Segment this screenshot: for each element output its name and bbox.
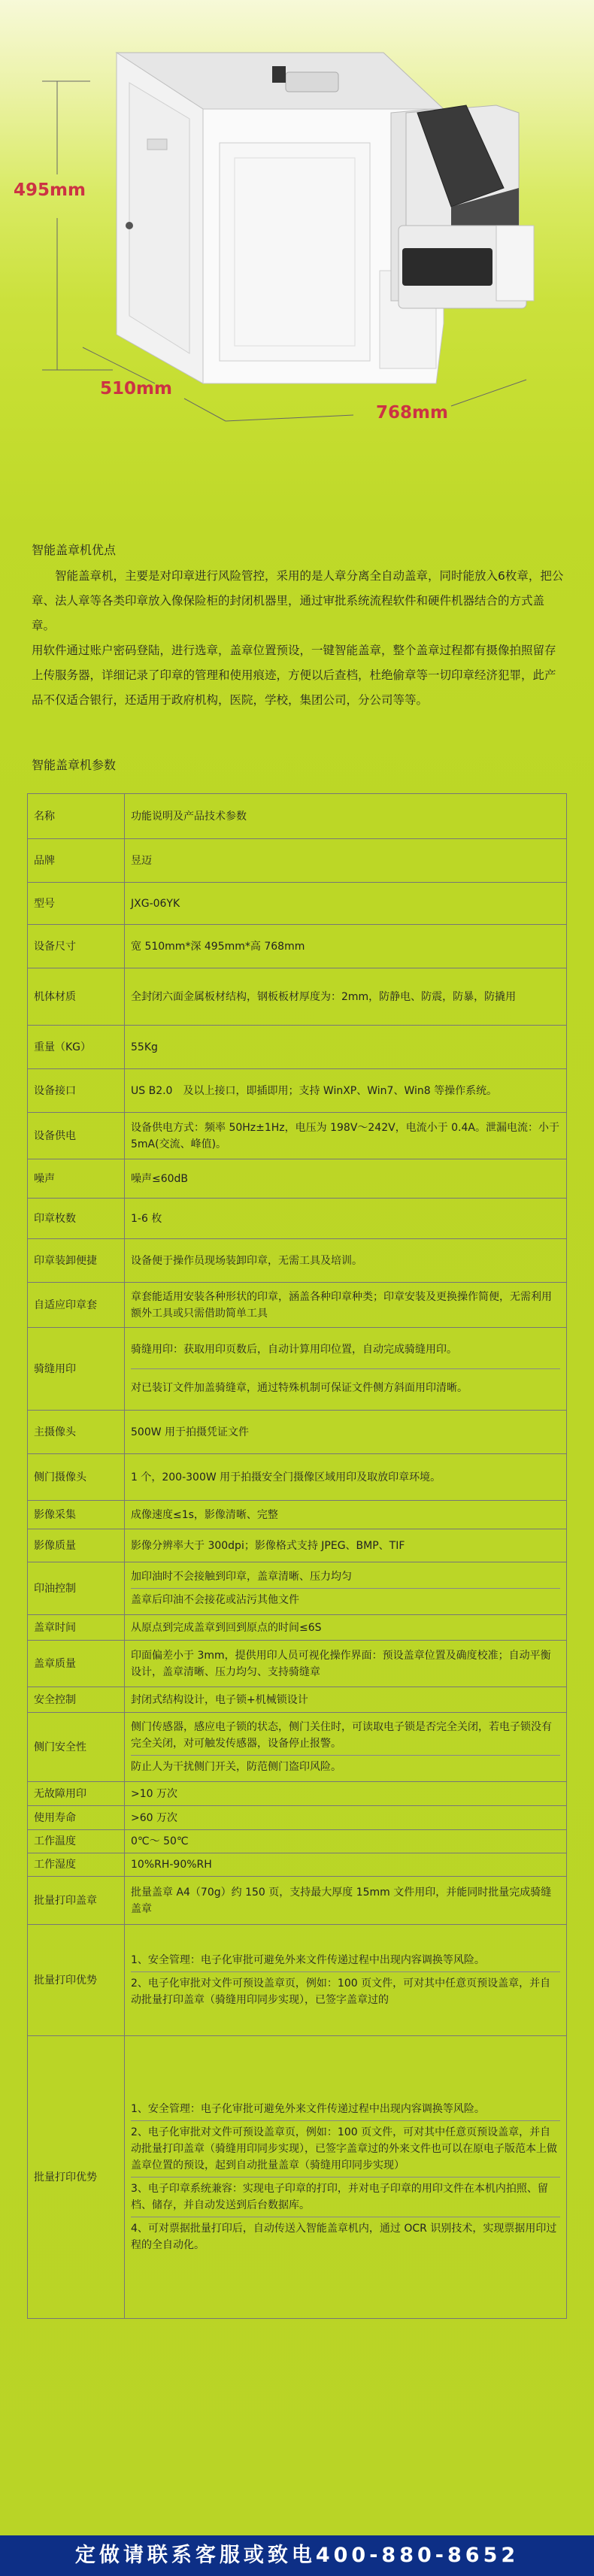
table-row [28,1782,567,1806]
row-value: 0℃～ 50℃ [125,1830,567,1853]
row-key: 批量打印优势 [28,1925,125,2036]
row-key: 印油控制 [28,1562,125,1615]
row-key: 盖章质量 [28,1641,125,1687]
row-key: 安全控制 [28,1687,125,1713]
row-value-line: 侧门传感器，感应电子锁的状态，侧门关住时，可读取电子锁是否完全关闭，若电子锁没有完全关闭，对可触发传感器，设备停止报警。 [131,1721,552,1750]
height-dimension-label: 495mm [14,180,86,200]
row-value: 影像分辨率大于 300dpi；影像格式支持 JPEG、BMP、TIF [125,1529,567,1562]
row-key: 设备接口 [28,1069,125,1113]
advantages-title: 智能盖章机优点 [32,543,117,557]
row-value: 设备便于操作员现场装卸印章，无需工具及培训。 [125,1239,567,1283]
table-row [28,1615,567,1641]
table-row [28,1641,567,1687]
table-header-key: 名称 [28,794,125,839]
row-value-line: 4、可对票据批量打印后，自动传送入智能盖章机内，通过 OCR 识别技术，实现票据用印过程的全自动化。 [131,2217,560,2256]
row-value: 成像速度≤1s，影像清晰、完整 [125,1501,567,1529]
row-value-line: 2、电子化审批对文件可预设盖章页，例如：100 页文件，可对其中任意页预设盖章，并自动批量打印盖章（骑缝用印同步实现），已签字盖章过的 [131,1971,560,2011]
row-value: 1 个，200-300W 用于拍摄安全门摄像区域用印及取放印章环境。 [125,1454,567,1501]
row-value: US B2.0 及以上接口，即插即用；支持 WinXP、Win7、Win8 等操作系统。 [125,1069,567,1113]
table-row [28,1328,567,1411]
width-dimension-label: 768mm [376,403,448,423]
table-row [28,1411,567,1454]
table-row [28,968,567,1026]
depth-dimension-label: 510mm [100,379,172,399]
table-row [28,1283,567,1328]
row-key: 侧门摄像头 [28,1454,125,1501]
product-image [0,0,594,481]
row-key: 重量（KG） [28,1026,125,1069]
row-key: 批量打印优势 [28,2036,125,2319]
seal-machine-illustration [0,0,594,481]
row-value-line: 3、电子印章系统兼容：实现电子印章的打印，并对电子印章的用印文件在本机内拍照、留档、储存，并自动发送到后台数据库。 [131,2177,560,2217]
row-value-line: 防止人为干扰侧门开关，防范侧门盗印风险。 [131,1755,560,1778]
table-header-row [28,794,567,839]
table-row [28,2036,567,2319]
row-value-line: 对已装订文件加盖骑缝章，通过特殊机制可保证文件侧方斜面用印清晰。 [131,1368,560,1407]
row-key: 工作湿度 [28,1853,125,1877]
row-value: 封闭式结构设计，电子锁+机械锁设计 [125,1687,567,1713]
row-value: 章套能适用安装各种形状的印章，涵盖各种印章种类；印章安装及更换操作简便，无需利用额外工具或只需借助简单工具 [125,1283,567,1328]
table-row [28,1806,567,1830]
row-key: 批量打印盖章 [28,1877,125,1925]
table-row [28,839,567,883]
table-row [28,1877,567,1925]
row-value-line: 2、电子化审批对文件可预设盖章页，例如：100 页文件，可对其中任意页预设盖章，并自动批量打印盖章（骑缝用印同步实现），已签字盖章过的外来文件也可以在原电子版范本上做盖章位置的预设，起到自动批量盖章（骑缝用印同步实现） [131,2120,560,2177]
row-key: 侧门安全性 [28,1713,125,1782]
table-row [28,1529,567,1562]
table-row [28,1159,567,1199]
contact-footer: 定做请联系客服或致电400-880-8652 [0,2535,594,2576]
row-key: 印章装卸便捷 [28,1239,125,1283]
row-value: >60 万次 [125,1806,567,1830]
row-value: 宽 510mm*深 495mm*高 768mm [125,925,567,968]
row-value: 昱迈 [125,839,567,883]
row-key: 自适应印章套 [28,1283,125,1328]
row-value: 批量盖章 A4（70g）约 150 页，支持最大厚度 15mm 文件用印，并能同时批量完成骑缝盖章 [125,1877,567,1925]
row-key: 设备供电 [28,1113,125,1159]
table-row [28,1501,567,1529]
table-header-value: 功能说明及产品技术参数 [125,794,567,839]
advantages-section [32,538,565,713]
row-value-line: 加印油时不会接触到印章，盖章清晰、压力均匀 [131,1571,352,1583]
row-key: 工作温度 [28,1830,125,1853]
row-value: JXG-06YK [125,883,567,925]
spec-table [27,793,567,2319]
table-row [28,1853,567,1877]
table-row [28,1239,567,1283]
table-row [28,1069,567,1113]
params-title: 智能盖章机参数 [32,758,117,772]
row-key: 机体材质 [28,968,125,1026]
table-row [28,1925,567,2036]
row-value-line: 1、安全管理：电子化审批可避免外来文件传递过程中出现内容调换等风险。 [131,1954,485,1966]
row-key: 骑缝用印 [28,1328,125,1411]
row-key: 印章枚数 [28,1199,125,1239]
table-row [28,1026,567,1069]
row-value: >10 万次 [125,1782,567,1806]
row-key: 影像采集 [28,1501,125,1529]
row-value: 1-6 枚 [125,1199,567,1239]
table-row [28,1562,567,1615]
table-row [28,1199,567,1239]
row-value: 噪声≤60dB [125,1159,567,1199]
row-value: 印面偏差小于 3mm，提供用印人员可视化操作界面：预设盖章位置及确度校准；自动平衡设计，盖章清晰、压力均匀、支持骑缝章 [125,1641,567,1687]
row-value: 55Kg [125,1026,567,1069]
advantages-paragraph-1: 智能盖章机，主要是对印章进行风险管控，采用的是人章分离全自动盖章，同时能放入6枚章，把公章、法人章等各类印章放入像保险柜的封闭机器里，通过审批系统流程软件和硬件机器结合的方式盖章。 [32,569,564,632]
row-key: 噪声 [28,1159,125,1199]
row-value: 10%RH-90%RH [125,1853,567,1877]
row-key: 品牌 [28,839,125,883]
table-row [28,925,567,968]
table-row [28,1454,567,1501]
row-key: 盖章时间 [28,1615,125,1641]
table-row [28,1713,567,1782]
table-row [28,1113,567,1159]
row-value: 全封闭六面金属板材结构，钢板板材厚度为：2mm，防静电、防震，防暴，防撬用 [125,968,567,1026]
row-value: 从原点到完成盖章到回到原点的时间≤6S [125,1615,567,1641]
row-key: 主摄像头 [28,1411,125,1454]
row-key: 使用寿命 [28,1806,125,1830]
table-row [28,1687,567,1713]
row-value-line: 骑缝用印：获取用印页数后，自动计算用印位置，自动完成骑缝用印。 [131,1344,457,1356]
table-row [28,883,567,925]
advantages-paragraph-2: 用软件通过账户密码登陆，进行选章，盖章位置预设，一键智能盖章，整个盖章过程都有摄像拍照留存上传服务器，详细记录了印章的管理和使用痕迹，方便以后查档，杜绝偷章等一切印章经济犯罪，此产品不仅适合银行，还适用于政府机构，医院，学校，集团公司，分公司等等。 [32,644,556,707]
row-key: 设备尺寸 [28,925,125,968]
table-row [28,1830,567,1853]
row-value: 设备供电方式：频率 50Hz±1Hz，电压为 198V～242V，电流小于 0.4A。泄漏电流：小于 5mA(交流、峰值)。 [125,1113,567,1159]
row-value: 500W 用于拍摄凭证文件 [125,1411,567,1454]
row-key: 影像质量 [28,1529,125,1562]
row-key: 无故障用印 [28,1782,125,1806]
row-value-line: 1、安全管理：电子化审批可避免外来文件传递过程中出现内容调换等风险。 [131,2103,485,2115]
row-value-line: 盖章后印油不会接花或沾污其他文件 [131,1588,560,1611]
row-key: 型号 [28,883,125,925]
